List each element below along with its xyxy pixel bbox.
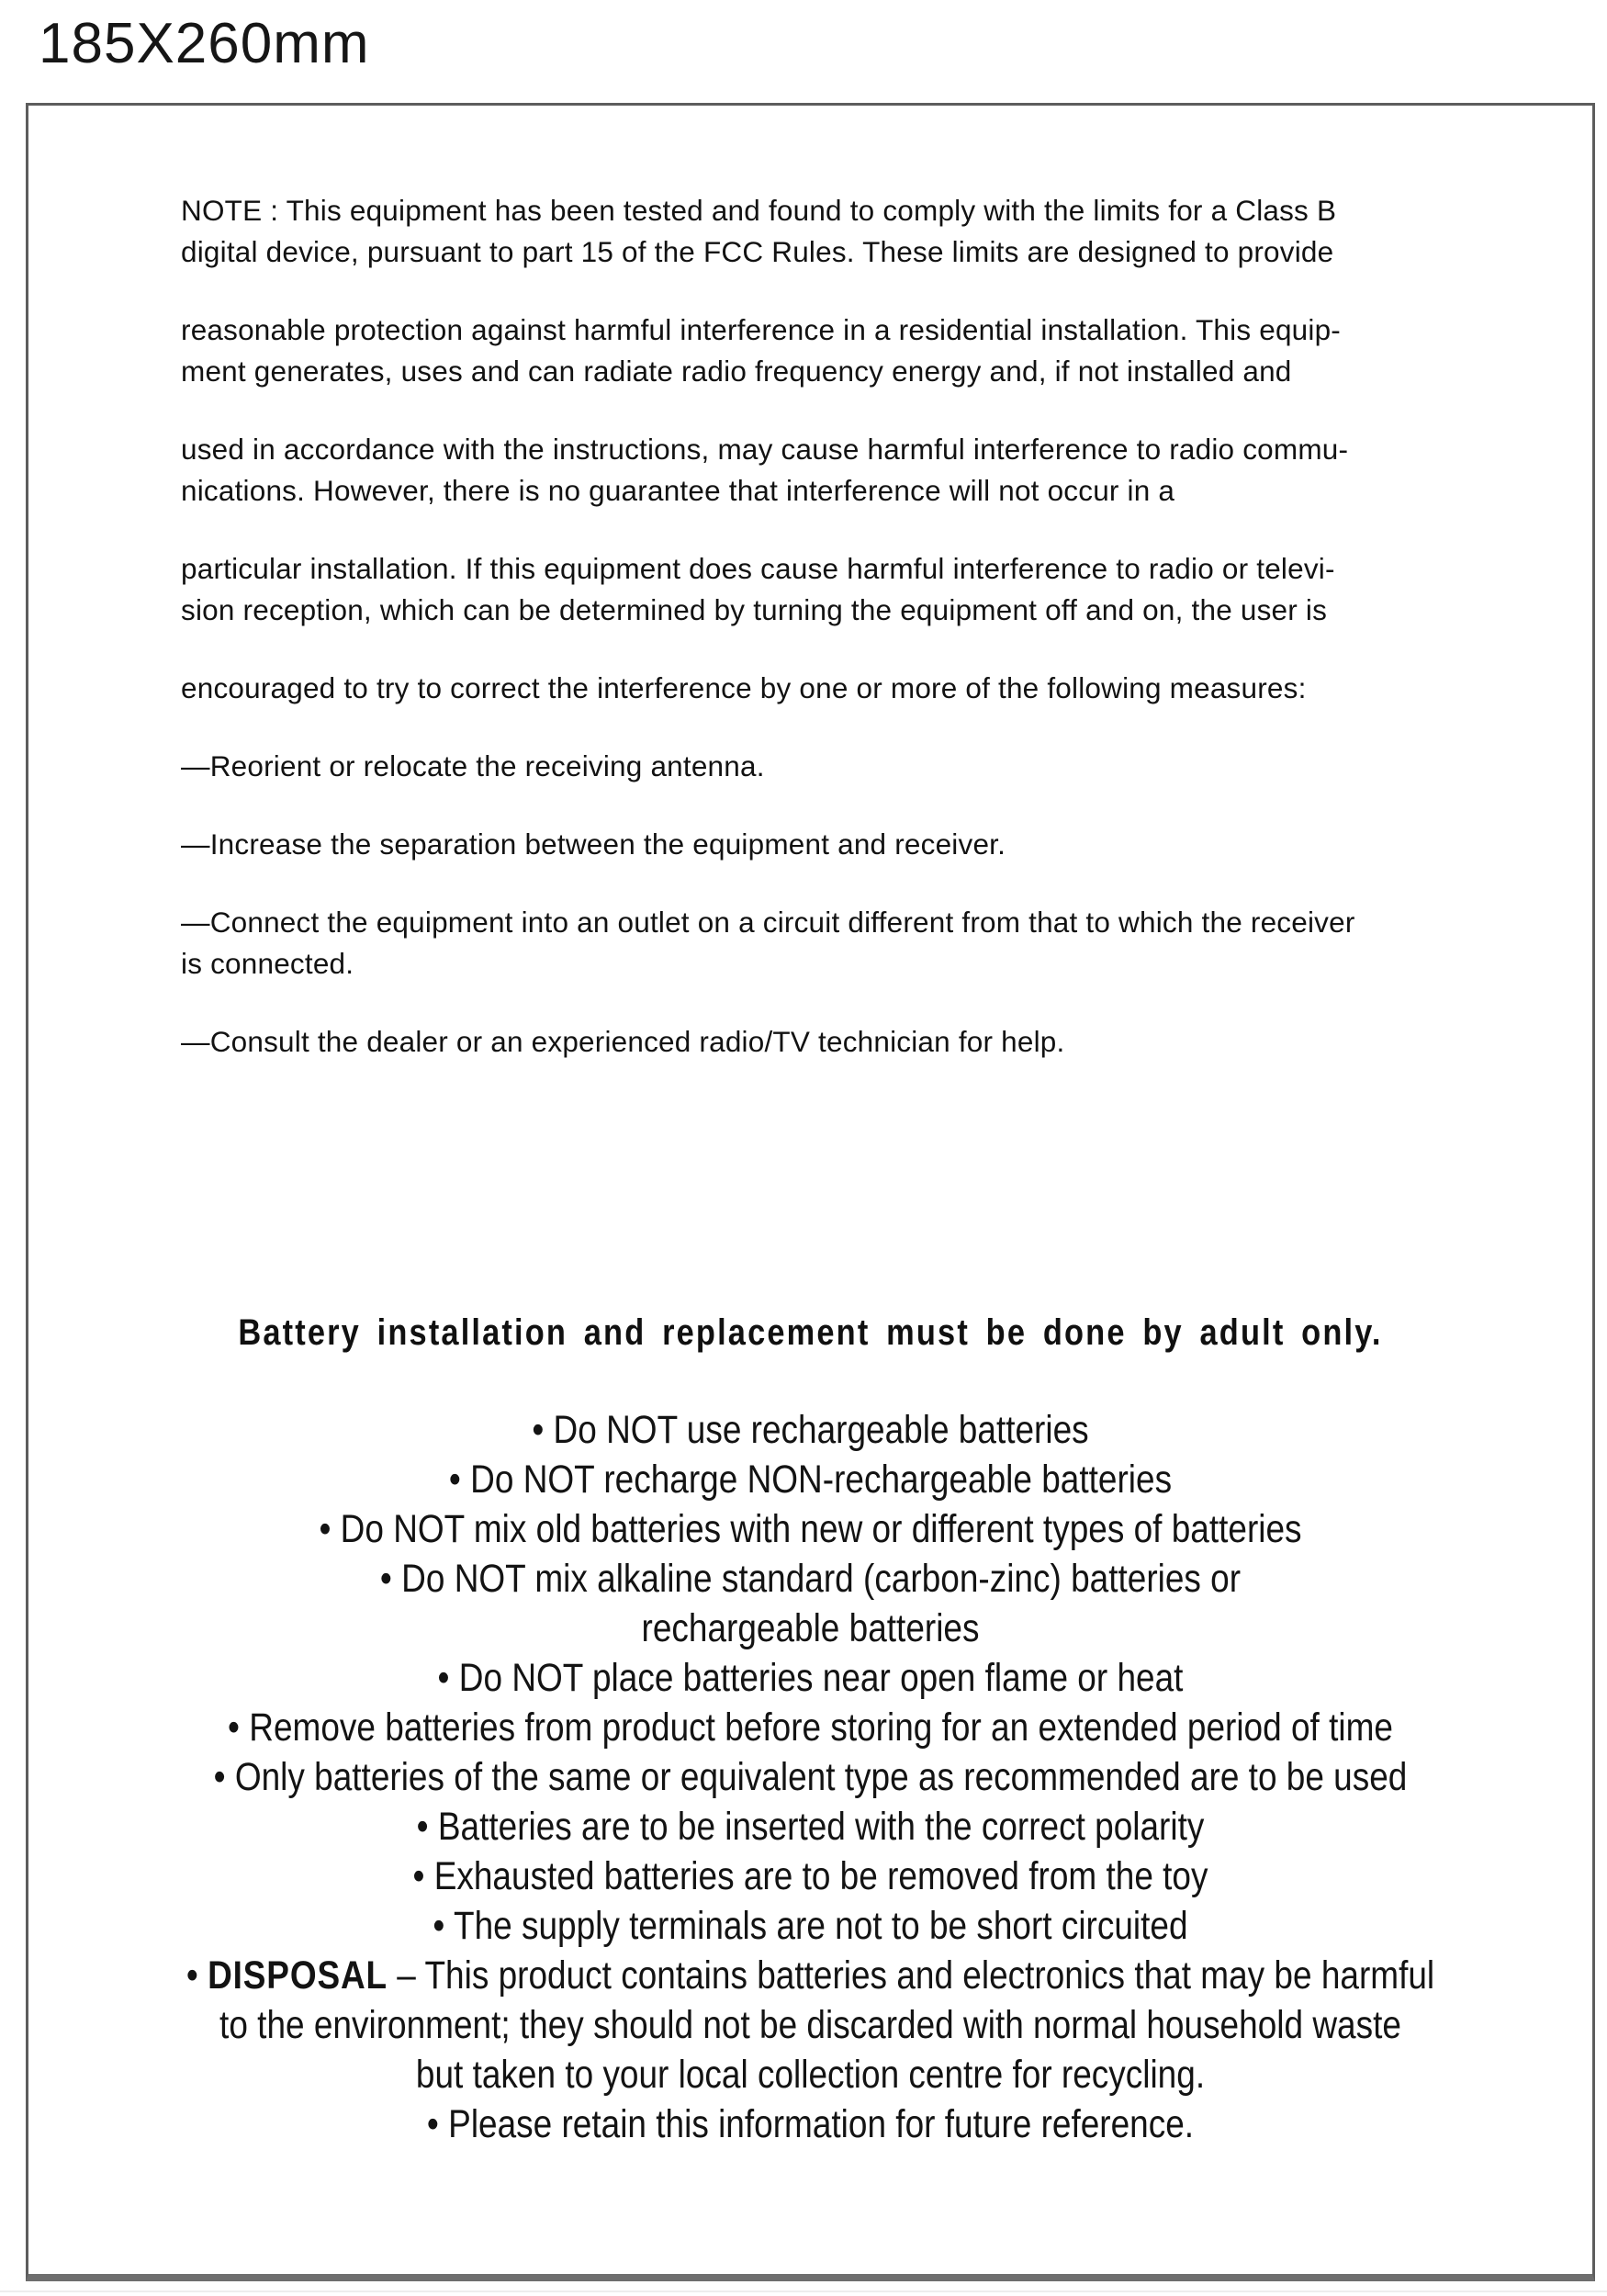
fcc-line: encouraged to try to correct the interference by one or more of the following measures: (181, 671, 1307, 704)
battery-warning-item: • Do NOT mix old batteries with new or different types of batteries (319, 1507, 1302, 1551)
fcc-paragraph (181, 310, 1556, 392)
battery-warning-item: • Please retain this information for future reference. (426, 2102, 1195, 2146)
fcc-line: used in accordance with the instructions, may cause harmful interference to radio commu- (181, 433, 1349, 466)
fcc-measure-item (181, 902, 1556, 985)
battery-warning-heading: Battery installation and replacement must be done by adult only. (238, 1312, 1383, 1353)
fcc-line: nications. However, there is no guarantee that interference will not occur in a (181, 474, 1175, 507)
document-border-box (26, 103, 1595, 2281)
fcc-paragraph (181, 548, 1556, 631)
fcc-line: —Reorient or relocate the receiving antenna. (181, 749, 765, 782)
disposal-text: – This product contains batteries and electronics that may be harmful (387, 1953, 1435, 1998)
fcc-paragraph (181, 190, 1556, 273)
battery-warning-item: • Do NOT use rechargeable batteries (532, 1408, 1089, 1452)
disposal-item-continuation: but taken to your local collection centre for recycling. (415, 2053, 1206, 2097)
battery-warning-item: • Do NOT mix alkaline standard (carbon-zinc) batteries or (379, 1557, 1242, 1601)
fcc-measure-item (181, 1021, 1556, 1063)
battery-warning-item: • Do NOT place batteries near open flame or heat (437, 1656, 1184, 1700)
disposal-label: DISPOSAL (208, 1953, 388, 1998)
battery-warning-item: • The supply terminals are not to be short circuited (433, 1904, 1188, 1948)
battery-warning-item: • Only batteries of the same or equivalent type as recommended are to be used (213, 1755, 1408, 1799)
fcc-line: —Connect the equipment into an outlet on a circuit different from that to which the receiver (181, 906, 1355, 939)
fcc-line: NOTE : This equipment has been tested and found to comply with the limits for a Class B (181, 194, 1337, 227)
fcc-paragraph (181, 429, 1556, 512)
battery-warning-section (138, 1312, 1483, 2149)
fcc-notice-section (28, 106, 1592, 1063)
fcc-measure-item (181, 746, 1556, 787)
disposal-item (162, 1951, 1459, 2000)
battery-warning-item-continuation: rechargeable batteries (641, 1606, 980, 1650)
page-bottom-divider (0, 2290, 1607, 2292)
fcc-line: digital device, pursuant to part 15 of the FCC Rules. These limits are designed to provide (181, 235, 1334, 268)
battery-warning-item: • Do NOT recharge NON-rechargeable batteries (448, 1458, 1173, 1502)
fcc-measure-item (181, 824, 1556, 865)
fcc-line: is connected. (181, 947, 354, 980)
fcc-line: ment generates, uses and can radiate radio frequency energy and, if not installed and (181, 355, 1292, 388)
fcc-line: particular installation. If this equipment does cause harmful interference to radio or televi- (181, 552, 1335, 585)
battery-warning-item: • Exhausted batteries are to be removed from the toy (412, 1854, 1208, 1898)
fcc-line: —Increase the separation between the equipment and receiver. (181, 827, 1006, 861)
disposal-item-continuation: to the environment; they should not be discarded with normal household waste (219, 2003, 1401, 2047)
disposal-bullet: • (185, 1953, 208, 1998)
page-size-label: 185X260mm (39, 12, 370, 75)
battery-warning-item: • Batteries are to be inserted with the correct polarity (416, 1805, 1205, 1849)
fcc-line: —Consult the dealer or an experienced radio/TV technician for help. (181, 1025, 1065, 1058)
fcc-paragraph (181, 668, 1556, 709)
fcc-line: reasonable protection against harmful interference in a residential installation. This equip- (181, 313, 1341, 346)
battery-warning-item: • Remove batteries from product before storing for an extended period of time (228, 1705, 1393, 1750)
fcc-line: sion reception, which can be determined by turning the equipment off and on, the user is (181, 593, 1328, 626)
